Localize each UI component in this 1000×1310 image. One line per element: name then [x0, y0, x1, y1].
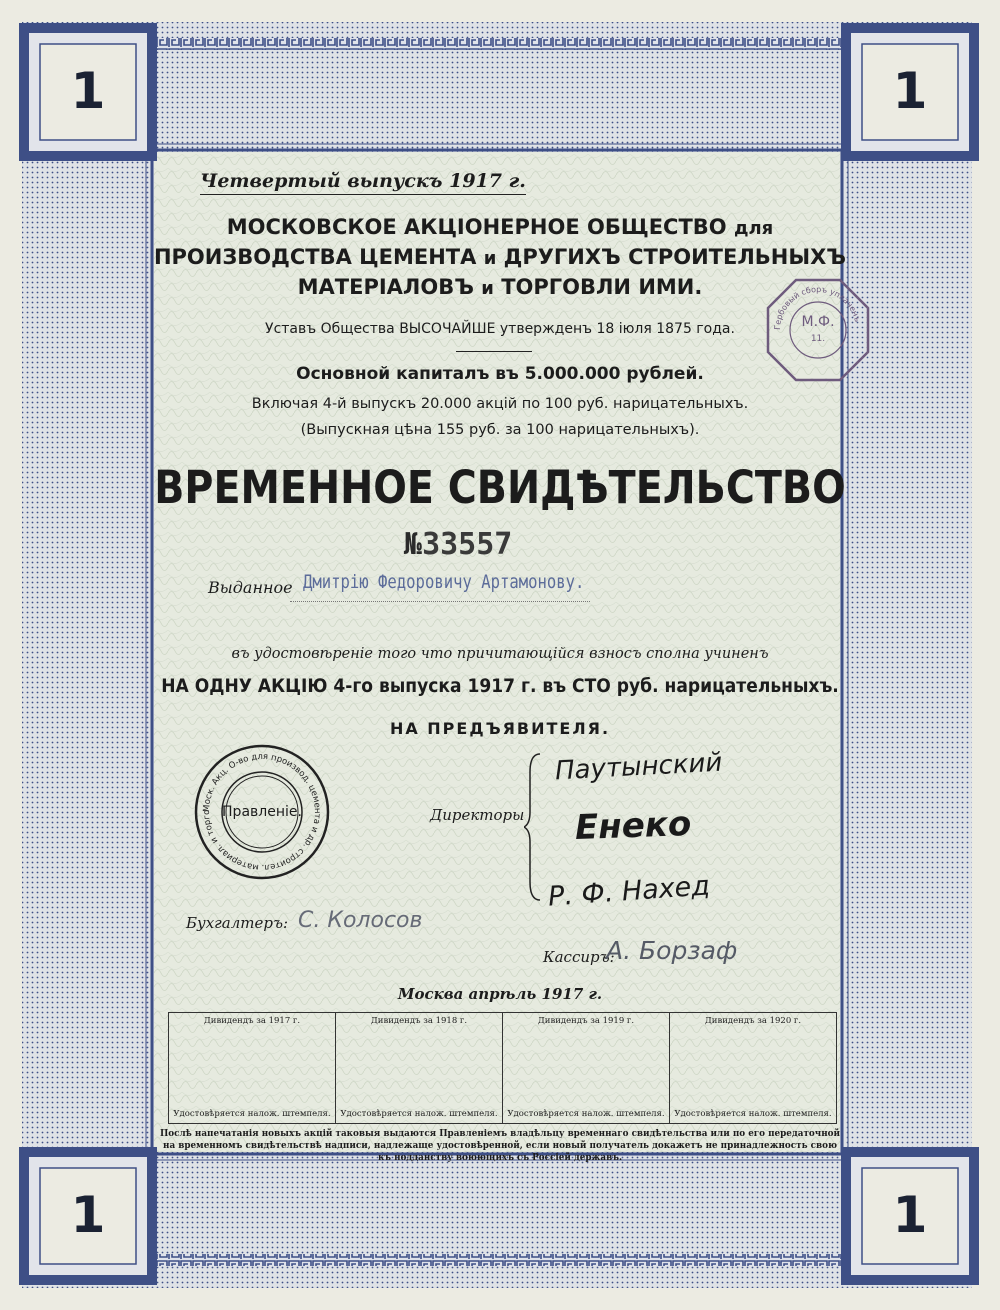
board-seal [192, 742, 332, 882]
tax-stamp-icon [766, 278, 870, 382]
dividend-cell-1917 [169, 1013, 336, 1124]
dividend-header: Дивидендъ за 1920 г. [704, 1016, 802, 1026]
cashier-label: Кассиръ: [543, 948, 615, 966]
tax-stamp-num: 11. [810, 334, 826, 344]
bookkeeper-label: Бухгалтеръ: [186, 914, 289, 932]
dividend-header: Дивидендъ за 1919 г. [537, 1016, 635, 1026]
attest-line: въ удостовѣренiе того что причитающiйся взносъ сполна учиненъ [231, 646, 769, 662]
charter-before: Уставъ Общества [265, 321, 395, 337]
corner-number-bottom-left: 1 [70, 1186, 106, 1244]
holder-underline [290, 601, 590, 602]
issue-line [200, 170, 526, 192]
holder-name: Дмитрiю Федоровичу Артамонову. [303, 571, 585, 593]
number-value: 33557 [422, 527, 513, 562]
directors-brace [524, 752, 544, 902]
corner-number-bottom-right: 1 [892, 1186, 928, 1244]
tax-stamp-ring: Гербовый сборъ уплаченъ [772, 284, 863, 331]
company-line1: МОСКОВСКОЕ АКЦIОНЕРНОЕ ОБЩЕСТВО [226, 215, 727, 239]
footnote-line: къ подданству воюющихъ съ Россiей державъ. [377, 1153, 623, 1163]
footnote [0, 1128, 1000, 1164]
cashier-signature: А. Борзаф [606, 936, 738, 965]
directors-label: Директоры [430, 806, 525, 824]
corner-number-top-right: 1 [892, 62, 928, 120]
director2-signature: Енеко [574, 803, 692, 849]
company-line2-and: и [483, 248, 497, 269]
bookkeeper-signature: С. Колосов [298, 908, 423, 933]
footnote-line: на временномъ свидѣтельствѣ надписи, надлежаще удостовѣренной, если новый получатель докажетъ не принадлежность свою [163, 1141, 837, 1151]
charter-after: утвержденъ 18 iюля 1875 года. [499, 321, 735, 337]
dividend-cell-1920 [670, 1013, 837, 1124]
share-line: НА ОДНУ АКЦIЮ 4-го выпуска 1917 г. въ СТО руб. нарицательныхъ. [161, 675, 839, 697]
place-date: Москва апрѣль 1917 г. [397, 985, 603, 1003]
dividend-footer: Удостовѣряется налож. штемпеля. [173, 1109, 331, 1119]
dividend-cell-1919 [503, 1013, 670, 1124]
dividend-row [169, 1013, 837, 1124]
number-prefix: № [404, 527, 423, 562]
seal-center-text: Правленiе. [222, 804, 302, 820]
dividend-footer: Удостовѣряется налож. штемпеля. [674, 1109, 832, 1119]
divider [456, 351, 532, 352]
dividend-table [168, 1012, 837, 1124]
capital-issue: Включая 4-й выпускъ 20.000 акцiй по 100 руб. нарицательныхъ. [251, 396, 749, 412]
company-line3-and: и [481, 278, 494, 299]
capital-main: Основной капиталъ въ 5.000.000 рублей. [296, 364, 704, 384]
certificate-title: ВРЕМЕННОЕ СВИДѢТЕЛЬСТВО [154, 461, 846, 514]
company-line3: МАТЕРIАЛОВЪ [297, 275, 474, 299]
charter-emph: ВЫСОЧАЙШЕ [399, 321, 496, 337]
issued-label: Выданное [208, 578, 293, 597]
tax-stamp-center: М.Ф. [801, 314, 835, 330]
tax-stamp [766, 278, 870, 382]
corner-number-top-left: 1 [70, 62, 106, 120]
footnote-line: Послѣ напечатанiя новыхъ акцiй таковыя выдаются Правленiемъ владѣльцу временнаго свидѣтельства или по его передаточной [159, 1129, 841, 1139]
company-line3-tail: ТОРГОВЛИ ИМИ. [501, 275, 703, 299]
dividend-header: Дивидендъ за 1918 г. [370, 1016, 468, 1026]
director3-signature: Р. Ф. Нахед [547, 870, 711, 913]
issue-line-text: Четвертый выпускъ 1917 г. [200, 170, 526, 195]
capital-price: (Выпускная цѣна 155 руб. за 100 нарицательныхъ). [300, 422, 700, 438]
dividend-footer: Удостовѣряется налож. штемпеля. [340, 1109, 498, 1119]
company-line1-tail: для [733, 218, 774, 239]
dividend-footer: Удостовѣряется налож. штемпеля. [507, 1109, 665, 1119]
director1-signature: Паутынский [554, 747, 724, 787]
certificate-number [404, 527, 512, 562]
dividend-header: Дивидендъ за 1917 г. [203, 1016, 301, 1026]
seal-ring-text: Моск. Акц. О-во для производ. цемента и др. строител. материал. и торго [201, 751, 323, 873]
company-line2-tail: ДРУГИХЪ СТРОИТЕЛЬНЫХЪ [503, 245, 847, 269]
bearer-line: НА ПРЕДЪЯВИТЕЛЯ. [389, 719, 611, 738]
dividend-cell-1918 [336, 1013, 503, 1124]
company-line2: ПРОИЗВОДСТВА ЦЕМЕНТА [153, 245, 477, 269]
